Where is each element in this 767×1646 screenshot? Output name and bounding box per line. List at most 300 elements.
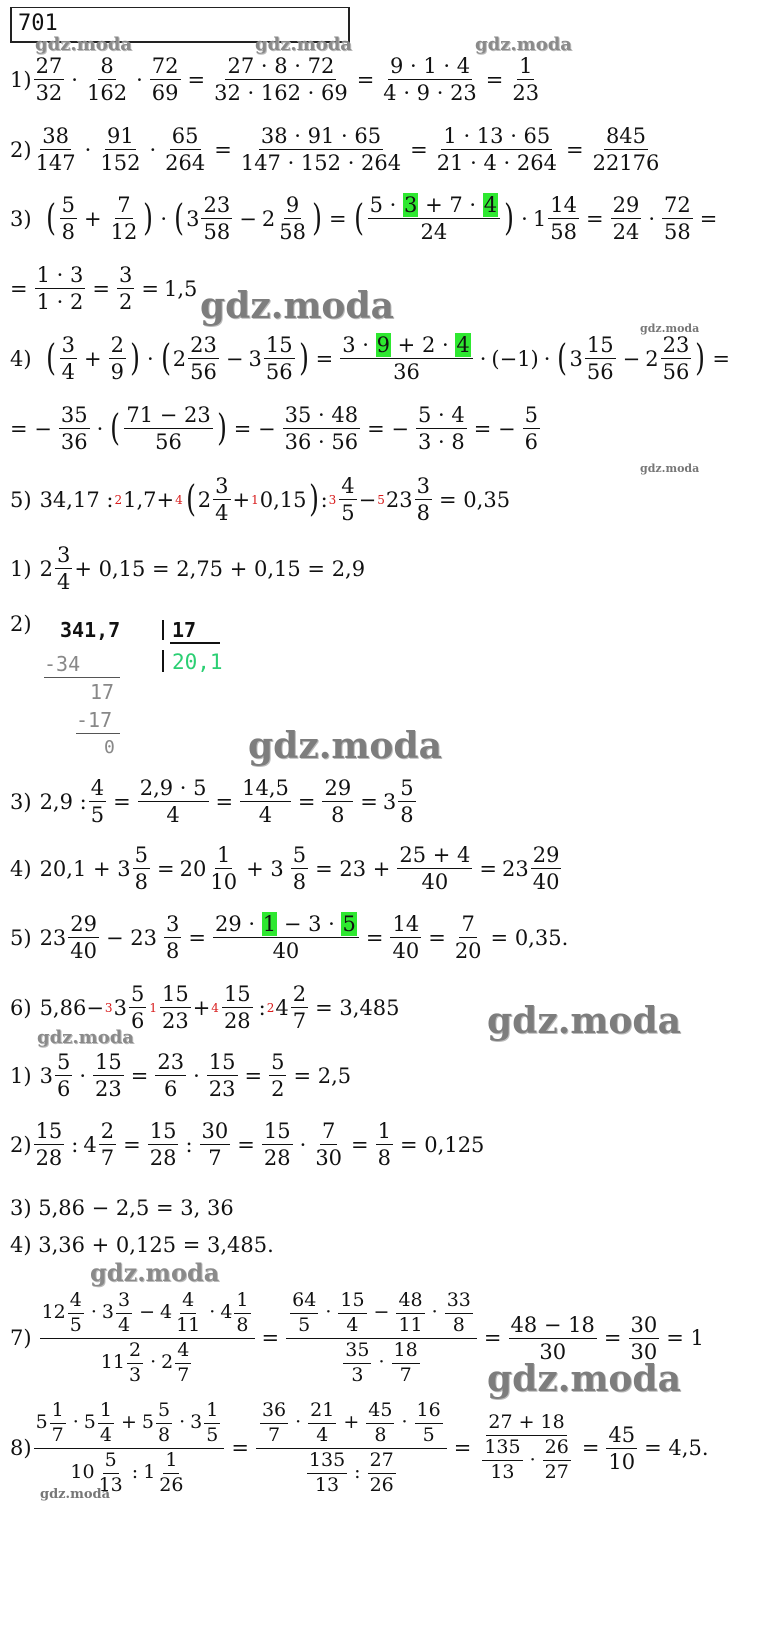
math-text: 3 <box>39 1063 53 1088</box>
numerator: 5 <box>156 1400 172 1424</box>
operator: = <box>10 276 28 301</box>
bracket: ) <box>504 197 515 239</box>
operator: = 0,35. <box>490 925 569 950</box>
numerator: 5 <box>291 843 308 869</box>
math-text: 20 <box>179 856 207 881</box>
fraction <box>68 912 99 963</box>
fraction <box>55 543 72 594</box>
operator: = <box>315 346 334 371</box>
fraction <box>396 1290 424 1337</box>
numerator: 1 <box>204 1400 220 1424</box>
denominator: 69 <box>151 81 179 106</box>
math-text: − <box>358 487 377 512</box>
fraction <box>629 1313 660 1364</box>
operator: · <box>71 67 78 92</box>
fraction <box>283 403 360 454</box>
denominator: 26 <box>369 1473 394 1496</box>
denominator: 8 <box>61 220 75 245</box>
fraction <box>366 1400 394 1447</box>
denominator: 56 <box>265 360 293 385</box>
operator: = <box>565 137 584 162</box>
numerator: 15 <box>262 1119 293 1145</box>
denominator: 26 <box>159 1473 184 1496</box>
fraction <box>398 776 415 827</box>
denominator: 13 <box>314 1473 340 1496</box>
division-step: 17 <box>90 680 115 704</box>
numerator: 1 <box>50 1400 66 1424</box>
problem-5-step-5 <box>10 912 573 963</box>
numerator: 71 − 23 <box>124 403 212 429</box>
operator: + <box>83 346 102 371</box>
fraction <box>531 843 562 894</box>
numerator: 72 <box>150 54 181 80</box>
math-text: + <box>232 487 251 512</box>
problem-6-step-2 <box>10 1119 489 1170</box>
math-text: 1) <box>10 556 32 581</box>
division-step: 0 <box>104 737 115 758</box>
denominator: 40 <box>392 939 420 964</box>
fraction <box>343 1340 371 1387</box>
fraction <box>174 1290 202 1337</box>
denominator: 28 <box>35 1146 63 1171</box>
order-mark: 2 <box>114 492 123 507</box>
denominator: 11 <box>398 1313 423 1336</box>
operator: + <box>120 1411 137 1434</box>
math-text: 5 · <box>369 193 404 217</box>
denominator: 264 <box>165 151 206 176</box>
operator: · <box>84 137 92 162</box>
problem-6 <box>10 982 405 1033</box>
fraction <box>208 843 239 894</box>
operator: = − <box>473 416 516 441</box>
fraction <box>59 403 90 454</box>
operator: = <box>483 1326 502 1351</box>
operator: = 3,485 <box>315 995 400 1020</box>
exercise-number: 701 <box>18 11 58 36</box>
fraction <box>117 263 134 314</box>
denominator: 7 <box>51 1423 64 1446</box>
denominator: 30 <box>630 1339 658 1364</box>
numerator: 15 <box>264 333 295 359</box>
denominator: 8 <box>416 501 431 526</box>
numerator: 15 <box>93 1050 124 1076</box>
fraction <box>34 124 78 175</box>
bracket: ) <box>143 197 154 239</box>
label: 7) <box>10 1326 32 1351</box>
operator: : <box>185 1132 193 1157</box>
fraction <box>148 1119 179 1170</box>
denominator: 13 <box>98 1473 123 1496</box>
math-text: 2 <box>39 556 53 581</box>
fraction <box>308 1400 336 1447</box>
math-text: 4) <box>10 856 32 881</box>
numerator: 26 <box>543 1437 571 1461</box>
math-text: 12 <box>41 1301 66 1324</box>
operator: = <box>453 1436 472 1461</box>
fraction <box>509 1313 597 1364</box>
denominator: 4 · 9 · 23 <box>383 81 477 106</box>
operator: = <box>360 789 378 814</box>
denominator: 7 <box>100 1146 115 1171</box>
denominator: 24 <box>612 220 640 245</box>
highlight: 4 <box>456 333 470 357</box>
math-text: 1,7+ <box>123 487 175 512</box>
operator: = <box>356 67 375 92</box>
division-step: -17 <box>76 708 113 732</box>
label: 2) <box>10 137 32 162</box>
division-rule <box>76 733 120 734</box>
operator: · <box>160 206 168 231</box>
watermark: gdz.moda <box>255 34 352 55</box>
fraction <box>188 333 219 384</box>
operator: − <box>373 1301 390 1324</box>
division-step: -34 <box>44 652 81 676</box>
denominator: 152 <box>100 151 141 176</box>
math-text: (−1) <box>491 346 539 371</box>
fraction <box>129 982 146 1033</box>
numerator: 91 <box>105 124 136 150</box>
label: 6) <box>10 995 32 1020</box>
numerator: 48 − 18 <box>509 1313 597 1339</box>
order-mark: 2 <box>266 1000 275 1015</box>
math-text: 2 <box>197 487 212 512</box>
denominator: 30 <box>315 1146 343 1171</box>
math-text: 5,86− <box>39 995 104 1020</box>
denominator: 28 <box>223 1009 251 1034</box>
numerator: 1 <box>98 1400 114 1424</box>
bracket: ) <box>308 478 319 520</box>
denominator: 8 <box>377 1146 392 1171</box>
math-text: 20,1 + 3 <box>39 856 131 881</box>
denominator: 21 · 4 · 264 <box>436 151 557 176</box>
denominator: 5 <box>298 1313 311 1336</box>
denominator: 24 <box>420 220 448 245</box>
problem-3 <box>10 193 722 244</box>
operator: − <box>225 346 244 371</box>
highlight: 1 <box>262 912 277 936</box>
fraction <box>510 54 541 105</box>
denominator: 8 <box>374 1423 387 1446</box>
fraction <box>85 54 129 105</box>
denominator: 2 <box>271 1077 285 1102</box>
numerator: 3 <box>164 912 181 938</box>
math-text: 2 <box>261 206 276 231</box>
fraction <box>291 982 308 1033</box>
operator: = <box>130 1063 149 1088</box>
order-mark: 4 <box>175 492 183 507</box>
numerator: 14 <box>548 193 579 219</box>
numerator: 3 <box>415 474 432 500</box>
operator: = <box>188 925 207 950</box>
operator: = <box>585 206 604 231</box>
math-text: 11 <box>100 1351 125 1374</box>
numerator: 3 <box>55 543 72 569</box>
operator: = <box>328 206 347 231</box>
fraction <box>548 193 579 244</box>
operator: = <box>157 856 175 881</box>
numerator: 5 <box>398 776 415 802</box>
denominator: 4 <box>346 1313 359 1336</box>
operator: = <box>479 856 498 881</box>
math-text: 4 <box>220 1301 233 1324</box>
fraction <box>93 1050 124 1101</box>
numerator <box>256 1400 447 1449</box>
fraction <box>435 124 559 175</box>
numerator: 5 <box>103 1450 119 1474</box>
denominator: 8 <box>331 803 345 828</box>
operator: · <box>299 1132 307 1157</box>
math-text: 3 <box>113 995 127 1020</box>
operator: = 1 <box>666 1326 704 1351</box>
denominator: 4 <box>117 1313 131 1336</box>
numerator: 23 <box>188 333 219 359</box>
math-text: 3 <box>569 346 583 371</box>
bracket: ) <box>312 197 322 239</box>
operator: · <box>401 1411 408 1434</box>
numerator: 38 · 91 · 65 <box>259 124 383 150</box>
operator: · <box>149 137 157 162</box>
denominator: 5 <box>341 501 355 526</box>
order-mark: 1 <box>149 1000 157 1015</box>
fraction <box>109 333 126 384</box>
operator: · <box>521 206 528 231</box>
numerator: 2 <box>127 1340 143 1364</box>
denominator: 12 <box>110 220 138 245</box>
numerator: 27 <box>368 1450 396 1474</box>
operator: = <box>141 276 159 301</box>
numerator: 5 <box>269 1050 286 1076</box>
compound-fraction <box>478 1412 575 1484</box>
denominator: 6 <box>130 1009 145 1034</box>
numerator: 3 <box>60 333 77 359</box>
numerator: 45 <box>606 1423 637 1449</box>
numerator: 29 <box>322 776 353 802</box>
watermark: gdz.moda <box>40 1487 111 1502</box>
denominator: 8 <box>400 803 414 828</box>
fraction <box>340 333 472 384</box>
fraction <box>415 1400 443 1447</box>
fraction <box>416 403 467 454</box>
division-line <box>162 650 164 672</box>
numerator: 38 <box>40 124 71 150</box>
denominator: 3 · 8 <box>418 430 465 455</box>
fraction <box>204 1400 220 1447</box>
operator: · <box>136 67 143 92</box>
operator: · <box>295 1411 302 1434</box>
math-text: 3 · <box>342 333 376 357</box>
order-mark: 1 <box>251 492 259 507</box>
numerator: 5 <box>129 982 146 1008</box>
denominator: 56 <box>155 430 182 455</box>
numerator: 135 <box>482 1437 522 1461</box>
denominator: 23 <box>208 1077 236 1102</box>
bracket: ( <box>174 197 185 239</box>
math-text: 29 · <box>215 912 262 936</box>
fraction <box>98 1400 114 1447</box>
fraction <box>543 1437 571 1484</box>
operator: · <box>543 346 551 371</box>
fraction <box>368 193 500 244</box>
operator: · <box>325 1301 332 1324</box>
math-text: 0,15 <box>259 487 307 512</box>
numerator: 30 <box>629 1313 660 1339</box>
denominator: 40 <box>70 939 98 964</box>
numerator <box>286 1290 477 1339</box>
numerator: 2 <box>109 333 126 359</box>
fraction <box>307 1450 347 1497</box>
denominator: 58 <box>279 220 306 245</box>
denominator: 8 <box>452 1313 465 1336</box>
operator: = 0,125 <box>400 1132 485 1157</box>
math-text: : <box>320 487 328 512</box>
denominator: 6 <box>164 1077 178 1102</box>
math-text: 5 <box>83 1411 96 1434</box>
operator: − <box>239 206 257 231</box>
fraction <box>445 1290 473 1337</box>
denominator: 3 <box>128 1363 142 1386</box>
problem-5 <box>10 474 515 525</box>
fraction <box>127 1340 143 1387</box>
bracket: ) <box>298 337 309 379</box>
bracket: ( <box>110 407 121 449</box>
denominator: 28 <box>149 1146 177 1171</box>
numerator: 845 <box>604 124 648 150</box>
math-text: + 0,15 = 2,75 + 0,15 = 2,9 <box>74 556 366 581</box>
math-text: 2 <box>645 346 659 371</box>
math-text: 4 <box>83 1132 97 1157</box>
numerator: 5 <box>133 843 150 869</box>
bracket: ( <box>185 478 196 520</box>
operator: = 2,5 <box>293 1063 352 1088</box>
operator: = <box>113 789 131 814</box>
fraction <box>338 1290 366 1337</box>
operator: = <box>581 1436 600 1461</box>
numerator: 7 <box>459 912 476 938</box>
bracket: ( <box>557 337 568 379</box>
operator: = 0,35 <box>439 487 511 512</box>
math-text: 3 <box>186 206 200 231</box>
numerator: 135 <box>307 1450 347 1474</box>
fraction <box>313 1119 344 1170</box>
denominator: 32 <box>35 81 63 106</box>
math-text: 5 <box>141 1411 154 1434</box>
fraction <box>662 193 693 244</box>
fraction <box>661 333 692 384</box>
operator: = <box>123 1132 141 1157</box>
denominator: 7 <box>208 1146 222 1171</box>
numerator: 16 <box>415 1400 443 1424</box>
problem-5-step-1 <box>10 543 365 594</box>
numerator <box>213 912 359 938</box>
denominator: 8 <box>134 870 149 895</box>
fraction <box>611 193 642 244</box>
denominator: 22176 <box>592 151 660 176</box>
fraction <box>160 982 191 1033</box>
numerator: 27 + 18 <box>486 1412 566 1436</box>
fraction <box>175 1340 191 1387</box>
fraction <box>585 333 616 384</box>
problem-7 <box>10 1290 709 1386</box>
fraction <box>207 1050 238 1101</box>
denominator: 58 <box>203 220 231 245</box>
operator: = <box>92 276 110 301</box>
numerator: 7 <box>320 1119 337 1145</box>
compound-fraction <box>256 1400 447 1496</box>
operator: = <box>237 1132 255 1157</box>
fraction <box>482 1437 522 1484</box>
denominator: 32 · 162 · 69 <box>214 81 348 106</box>
math-text: 2 <box>172 346 187 371</box>
math-text: + 7 · <box>418 193 483 217</box>
fraction <box>523 403 540 454</box>
denominator: 8 <box>166 939 180 964</box>
numerator: 25 + 4 <box>397 843 472 869</box>
numerator: 1 <box>517 54 534 80</box>
denominator: 5 <box>69 1313 82 1336</box>
numerator: 1 <box>234 1290 250 1314</box>
numerator: 1 · 13 · 65 <box>441 124 552 150</box>
label: 4) <box>10 346 32 371</box>
numerator: 2 <box>291 982 308 1008</box>
operator: + 3 <box>246 856 284 881</box>
numerator: 5 <box>55 1050 72 1076</box>
operator: = <box>231 1436 249 1461</box>
label: 8) <box>10 1436 32 1461</box>
numerator: 29 <box>611 193 642 219</box>
operator: + <box>343 1411 360 1434</box>
numerator: 4 <box>339 474 356 500</box>
numerator: 21 <box>308 1400 336 1424</box>
watermark: gdz.moda <box>35 34 132 55</box>
denominator: 7 <box>399 1363 412 1386</box>
math-text: : <box>258 995 266 1020</box>
fraction <box>368 1450 396 1497</box>
math-text: + <box>192 995 211 1020</box>
numerator: 65 <box>170 124 201 150</box>
numerator: 35 <box>343 1340 371 1364</box>
fraction <box>322 776 353 827</box>
operator: · <box>529 1448 536 1471</box>
compound-fraction <box>34 1400 225 1496</box>
fraction <box>34 1119 65 1170</box>
numerator: 9 <box>284 193 301 219</box>
operator: = <box>297 789 316 814</box>
math-text: 4 <box>275 995 289 1020</box>
denominator <box>99 1339 196 1387</box>
operator: · <box>479 346 487 371</box>
denominator <box>68 1449 189 1497</box>
denominator <box>303 1449 400 1497</box>
denominator: 56 <box>190 360 217 385</box>
fraction <box>60 333 77 384</box>
denominator: 11 <box>176 1313 201 1336</box>
bracket: ( <box>45 197 56 239</box>
operator: = 4,5. <box>644 1436 709 1461</box>
denominator: 162 <box>86 81 128 106</box>
operator: = <box>410 137 428 162</box>
denominator: 23 <box>95 1077 122 1102</box>
denominator: 4 <box>61 360 75 385</box>
operator: · <box>72 1411 79 1434</box>
watermark: gdz.moda <box>37 1027 134 1048</box>
math-text: 5) <box>10 925 32 950</box>
division-bar <box>170 642 220 644</box>
operator: · <box>96 416 104 441</box>
numerator: 64 <box>290 1290 318 1314</box>
denominator: 8 <box>292 870 307 895</box>
numerator <box>34 1400 225 1449</box>
operator: : <box>354 1461 361 1484</box>
